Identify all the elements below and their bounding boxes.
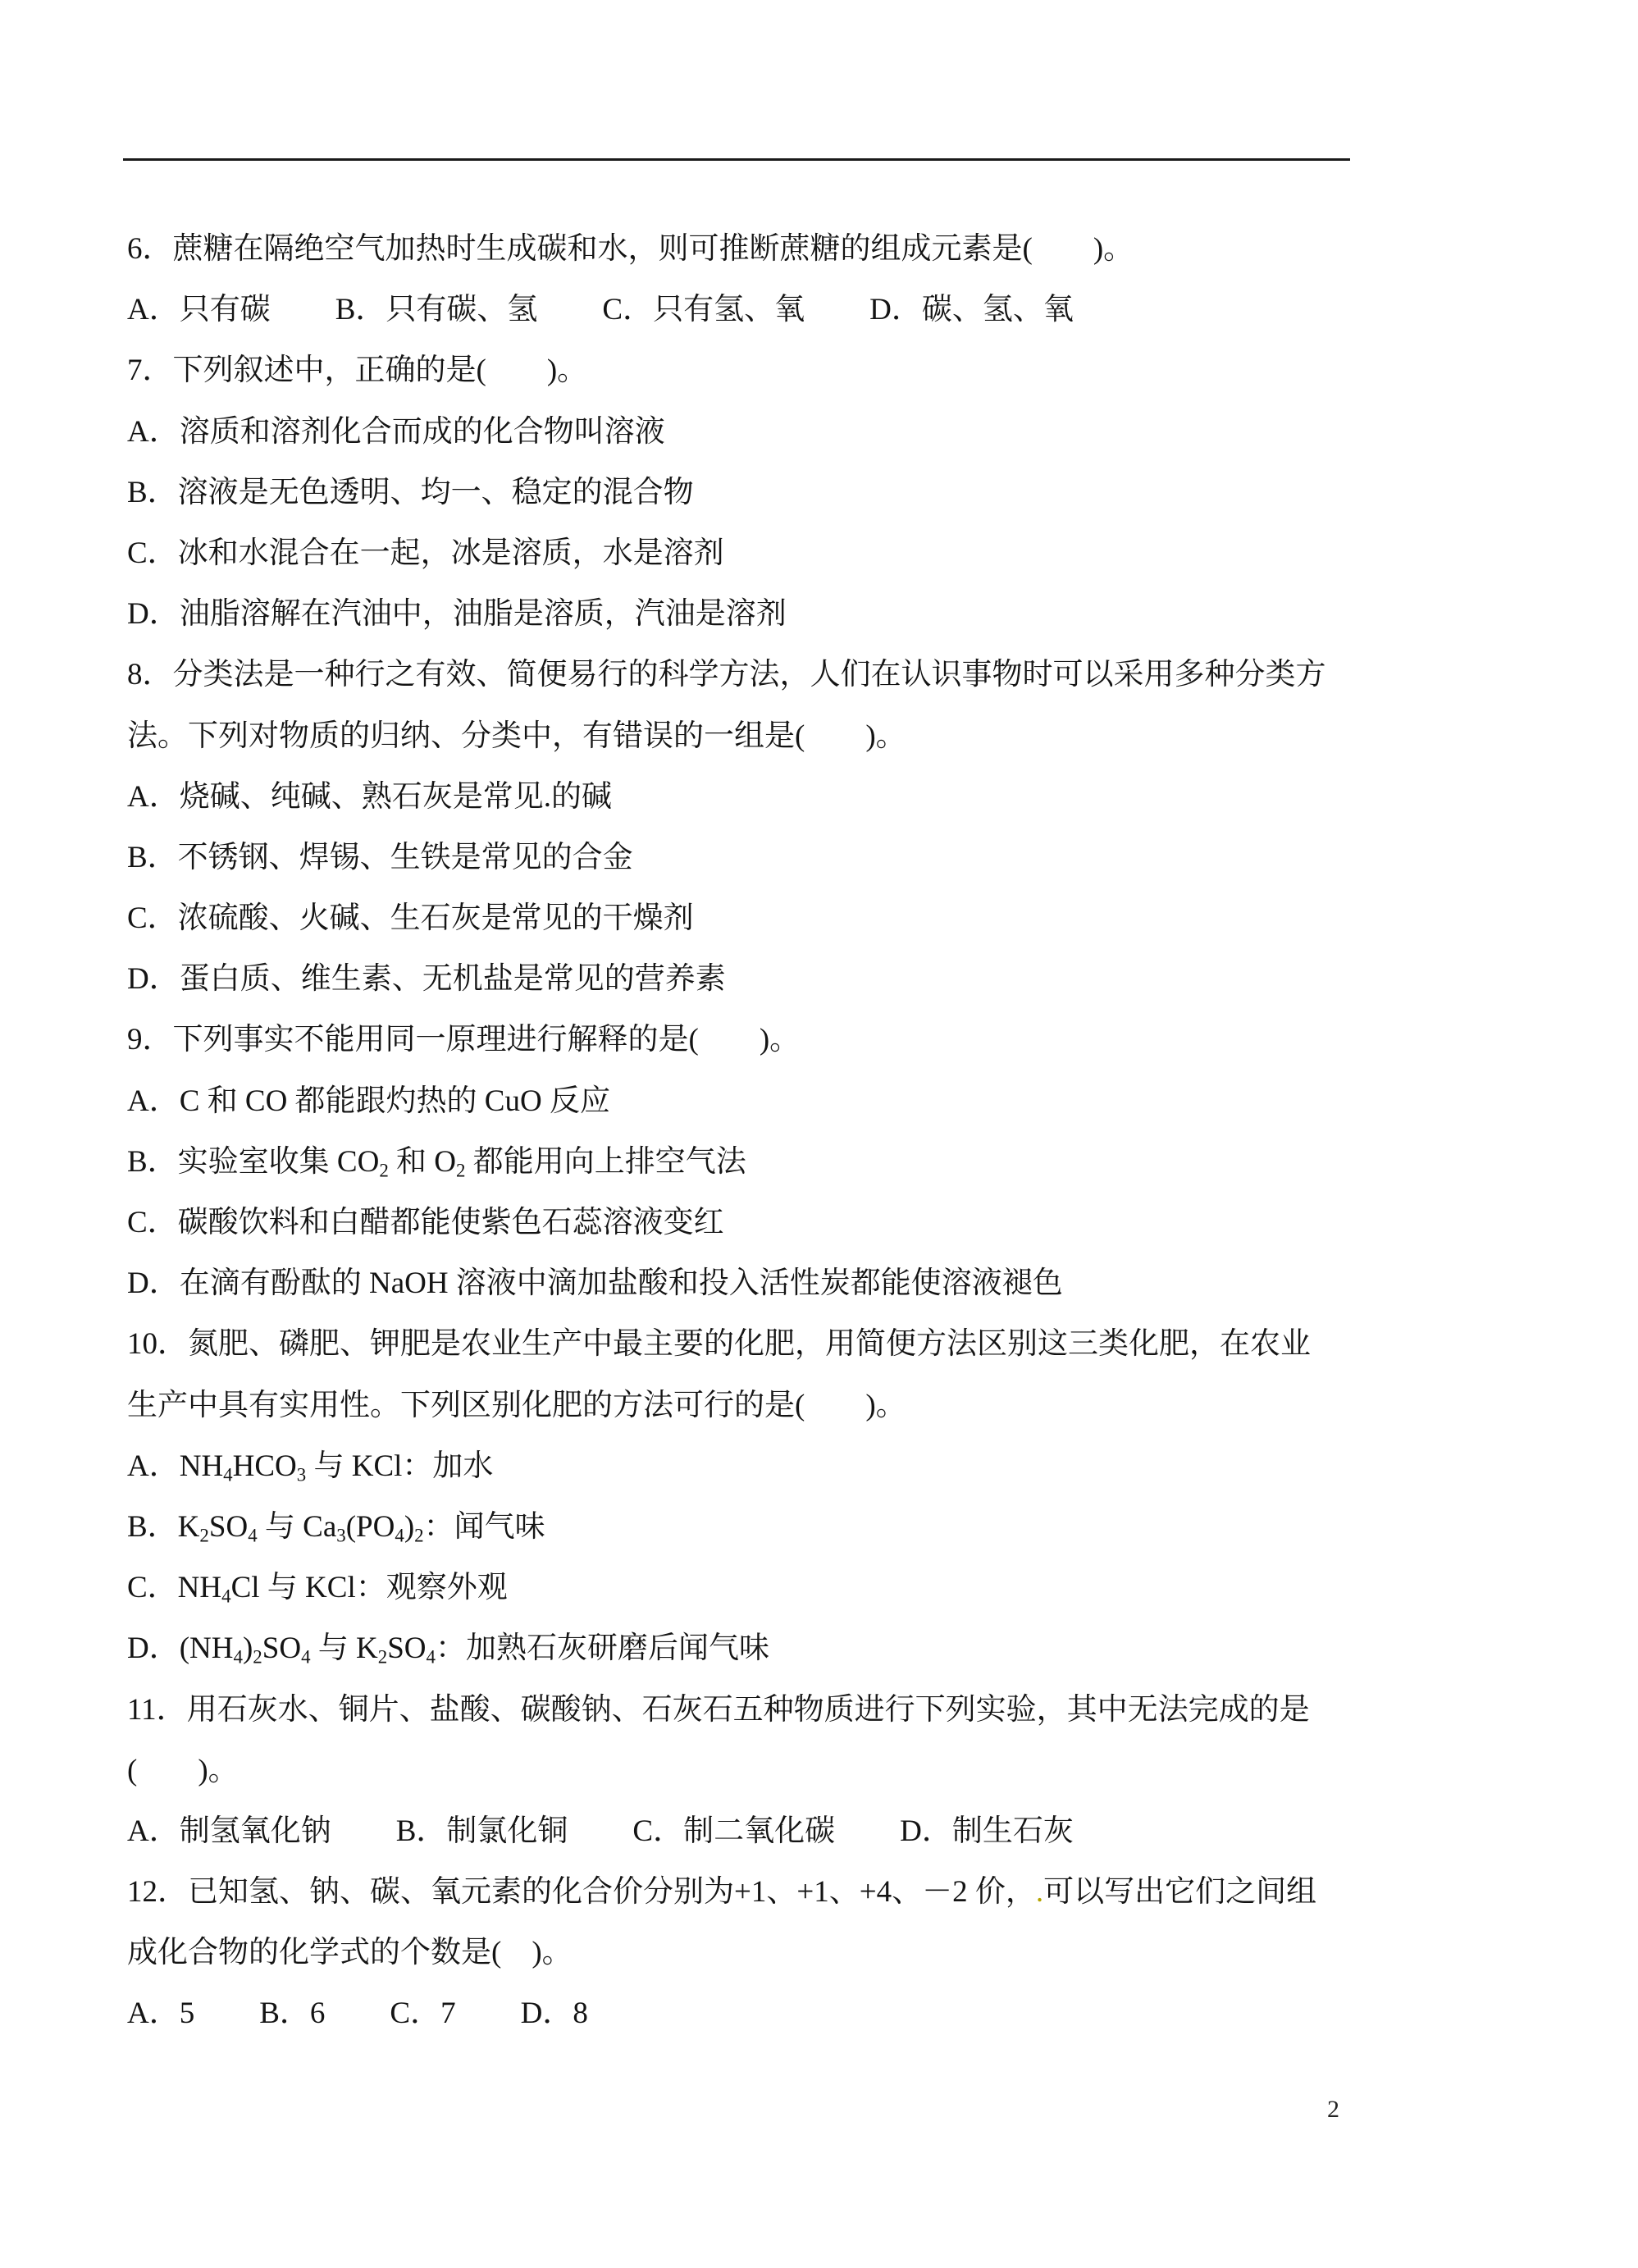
subscript: 4 xyxy=(221,1586,231,1607)
subscript: 2 xyxy=(456,1160,466,1181)
answer-option xyxy=(390,1983,455,2044)
subscript: 4 xyxy=(426,1646,436,1668)
answer-option xyxy=(127,1497,1522,1558)
answer-option xyxy=(127,1071,1522,1132)
question-stem-line xyxy=(127,706,1522,767)
text-run: C．只有氢、氧 xyxy=(602,293,805,327)
text-run: B．实验室收集 CO xyxy=(127,1144,380,1179)
text-run: 与 Ca xyxy=(257,1509,337,1544)
text-run: D．制生石灰 xyxy=(900,1814,1074,1848)
answer-option xyxy=(127,463,1522,523)
text-run: C．NH xyxy=(127,1571,222,1605)
text-run: C．冰和水混合在一起，冰是溶质，水是溶剂 xyxy=(127,536,724,570)
text-run: 和 O xyxy=(388,1144,457,1179)
text-run: 10．氮肥、磷肥、钾肥是农业生产中最主要的化肥，用简便方法区别这三类化肥，在农业 xyxy=(127,1327,1311,1362)
text-run: D．8 xyxy=(520,1996,588,2031)
question-item xyxy=(127,340,1522,645)
answer-option xyxy=(127,280,271,340)
text-run: Cl 与 KCl：观察外观 xyxy=(230,1571,508,1605)
text-run: A．NH xyxy=(127,1449,224,1483)
question-stem-line xyxy=(127,1923,1522,1983)
subscript: 4 xyxy=(233,1646,243,1668)
answer-option xyxy=(127,1558,1522,1618)
text-run: B．6 xyxy=(259,1996,326,2031)
text-run: (PO xyxy=(345,1509,395,1544)
text-run: SO xyxy=(262,1631,302,1666)
text-run: D．油脂溶解在汽油中，油脂是溶质，汽油是溶剂 xyxy=(127,597,787,632)
text-run: B．只有碳、氢 xyxy=(335,293,538,327)
text-run: A．溶质和溶剂化合而成的化合物叫溶液 xyxy=(127,414,665,449)
text-run: B．制氯化铜 xyxy=(395,1814,568,1848)
text-run: HCO xyxy=(232,1449,297,1483)
question-stem-line xyxy=(127,219,1522,280)
option-row xyxy=(127,280,1522,340)
answer-option xyxy=(127,949,1522,1010)
text-run: ) xyxy=(404,1509,415,1544)
subscript: 2 xyxy=(379,1160,389,1181)
text-run: 与 KCl：加水 xyxy=(306,1449,494,1483)
question-item xyxy=(127,645,1522,1010)
text-run: D．在滴有酚酞的 NaOH 溶液中滴加盐酸和投入活性炭都能使溶液褪色 xyxy=(127,1266,1063,1301)
answer-option xyxy=(602,280,805,340)
subscript: 2 xyxy=(414,1525,424,1546)
question-item xyxy=(127,1314,1522,1679)
text-run: SO xyxy=(208,1509,249,1544)
question-stem-line xyxy=(127,1314,1522,1375)
text-run: 与 K xyxy=(310,1631,378,1666)
text-run: B．溶液是无色透明、均一、稳定的混合物 xyxy=(127,475,694,509)
text-run: B．不锈钢、焊锡、生铁是常见的合金 xyxy=(127,840,633,874)
answer-option xyxy=(127,1801,331,1862)
text-run: A．C 和 CO 都能跟灼热的 CuO 反应 xyxy=(127,1084,610,1118)
option-row xyxy=(127,1801,1522,1862)
text-run: 都能用向上排空气法 xyxy=(465,1144,746,1179)
answer-option xyxy=(127,828,1522,888)
text-run: 法。下列对物质的归纳、分类中，有错误的一组是( )。 xyxy=(127,719,906,753)
text-run: B．K xyxy=(127,1509,200,1544)
text-run: D．碳、氢、氧 xyxy=(869,293,1074,327)
answer-option xyxy=(127,1618,1522,1679)
text-run: 8．分类法是一种行之有效、简便易行的科学方法，人们在认识事物时可以采用多种分类方 xyxy=(127,658,1326,692)
text-run: ：加熟石灰研磨后闻气味 xyxy=(436,1631,770,1666)
text-run: SO xyxy=(387,1631,427,1666)
answer-option xyxy=(127,1983,194,2044)
text-run: D．蛋白质、维生素、无机盐是常见的营养素 xyxy=(127,962,726,997)
header-rule xyxy=(123,158,1350,161)
answer-option xyxy=(900,1801,1074,1862)
answer-option xyxy=(127,1132,1522,1193)
text-run: A．5 xyxy=(127,1996,195,2031)
answer-option xyxy=(127,523,1522,584)
question-stem-line xyxy=(127,1741,1522,1801)
text-run: C．7 xyxy=(390,1996,456,2031)
text-run: 9．下列事实不能用同一原理进行解释的是( )。 xyxy=(127,1023,801,1057)
answer-option xyxy=(632,1801,835,1862)
stray-mark: . xyxy=(1035,1875,1044,1910)
answer-option xyxy=(396,1801,568,1862)
text-run: 生产中具有实用性。下列区别化肥的方法可行的是( )。 xyxy=(127,1388,906,1422)
subscript: 4 xyxy=(301,1646,311,1668)
subscript: 3 xyxy=(336,1525,346,1546)
answer-option xyxy=(127,1193,1522,1253)
subscript: 4 xyxy=(248,1525,258,1546)
question-stem-line xyxy=(127,1862,1522,1923)
subscript: 2 xyxy=(199,1525,209,1546)
text-run: A．只有碳 xyxy=(127,293,271,327)
text-run: ：闻气味 xyxy=(423,1509,545,1544)
question-stem-line xyxy=(127,1680,1522,1741)
text-run: C．碳酸饮料和白醋都能使紫色石蕊溶液变红 xyxy=(127,1206,724,1239)
answer-option xyxy=(127,402,1522,463)
subscript: 3 xyxy=(296,1464,307,1485)
text-run: 12．已知氢、钠、碳、氧元素的化合价分别为+1、+1、+4、－2 价， xyxy=(127,1875,1036,1910)
question-item xyxy=(127,1010,1522,1314)
answer-option xyxy=(259,1983,325,2044)
text-run: A．制氢氧化钠 xyxy=(127,1814,331,1848)
text-run: C．浓硫酸、火碱、生石灰是常见的干燥剂 xyxy=(127,901,694,936)
answer-option xyxy=(127,888,1522,949)
text-run: 7．下列叙述中，正确的是( )。 xyxy=(127,354,588,388)
text-run: 11．用石灰水、铜片、盐酸、碳酸钠、石灰石五种物质进行下列实验，其中无法完成的是 xyxy=(127,1692,1310,1727)
question-item xyxy=(127,1862,1522,2045)
answer-option xyxy=(521,1983,588,2044)
text-run: A．烧碱、纯碱、熟石灰是常见.的碱 xyxy=(127,779,612,814)
text-run: 成化合物的化学式的个数是( )。 xyxy=(127,1936,573,1970)
answer-option xyxy=(869,280,1074,340)
subscript: 4 xyxy=(395,1525,404,1546)
option-row xyxy=(127,1983,1522,2044)
text-run: 6．蔗糖在隔绝空气加热时生成碳和水，则可推断蔗糖的组成元素是( )。 xyxy=(127,232,1134,266)
text-run: 可以写出它们之间组 xyxy=(1043,1875,1317,1910)
subscript: 2 xyxy=(377,1646,388,1668)
question-item xyxy=(127,1680,1522,1863)
text-run: D．(NH xyxy=(127,1631,234,1666)
subscript: 2 xyxy=(253,1646,262,1668)
text-run: ) xyxy=(242,1631,253,1666)
question-list xyxy=(127,219,1522,2045)
question-stem-line xyxy=(127,1010,1522,1070)
question-item xyxy=(127,219,1522,340)
page-number: 2 xyxy=(1327,2096,1339,2123)
text-run: ( )。 xyxy=(127,1753,239,1787)
question-stem-line xyxy=(127,645,1522,705)
answer-option xyxy=(335,280,538,340)
answer-option xyxy=(127,1436,1522,1497)
answer-option xyxy=(127,767,1522,828)
text-run: C．制二氧化碳 xyxy=(632,1814,836,1848)
answer-option xyxy=(127,1253,1522,1314)
subscript: 4 xyxy=(223,1464,233,1485)
question-stem-line xyxy=(127,1376,1522,1436)
answer-option xyxy=(127,584,1522,645)
question-stem-line xyxy=(127,340,1522,401)
